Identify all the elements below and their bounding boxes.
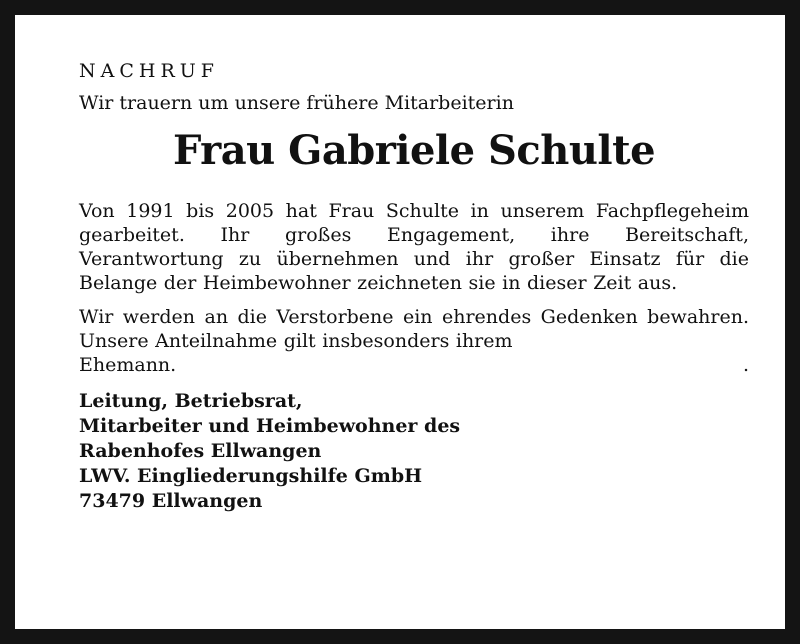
paragraph-condolence-last-line: [79, 353, 749, 377]
paragraph-condolence-end: Ehemann.: [79, 354, 177, 376]
signature-block: [79, 389, 749, 514]
notice-heading: NACHRUF: [79, 60, 219, 82]
deceased-name: Frau Gabriele Schulte: [172, 127, 656, 174]
paragraph-condolence: [79, 305, 749, 377]
signature-line: 73479 Ellwangen: [79, 490, 263, 512]
signature-line: Mitarbeiter und Heimbewohner des: [79, 415, 461, 437]
signature-line: Rabenhofes Ellwangen: [79, 440, 322, 462]
paragraph-end-mark: .: [742, 354, 749, 376]
signature-line: LWV. Eingliederungshilfe GmbH: [79, 465, 423, 487]
signature-line: Leitung, Betriebsrat,: [79, 390, 303, 412]
intro-line: Wir trauern um unsere frühere Mitarbeiterin: [79, 92, 514, 114]
paragraph-condolence-text: Wir werden an die Verstorbene ein ehrendes Gedenken bewahren. Unsere Anteilnahme gilt insbesonders ihrem: [79, 306, 749, 352]
obituary-content: [79, 55, 749, 514]
paragraph-service: Von 1991 bis 2005 hat Frau Schulte in unserem Fachpflegeheim gearbeitet. Ihr großes Engagement, ihre Bereitschaft, Verantwortung zu übernehmen und ihr großer Einsatz für die Belange der Heimbewohner zeichneten sie in dieser Zeit aus.: [79, 200, 749, 294]
